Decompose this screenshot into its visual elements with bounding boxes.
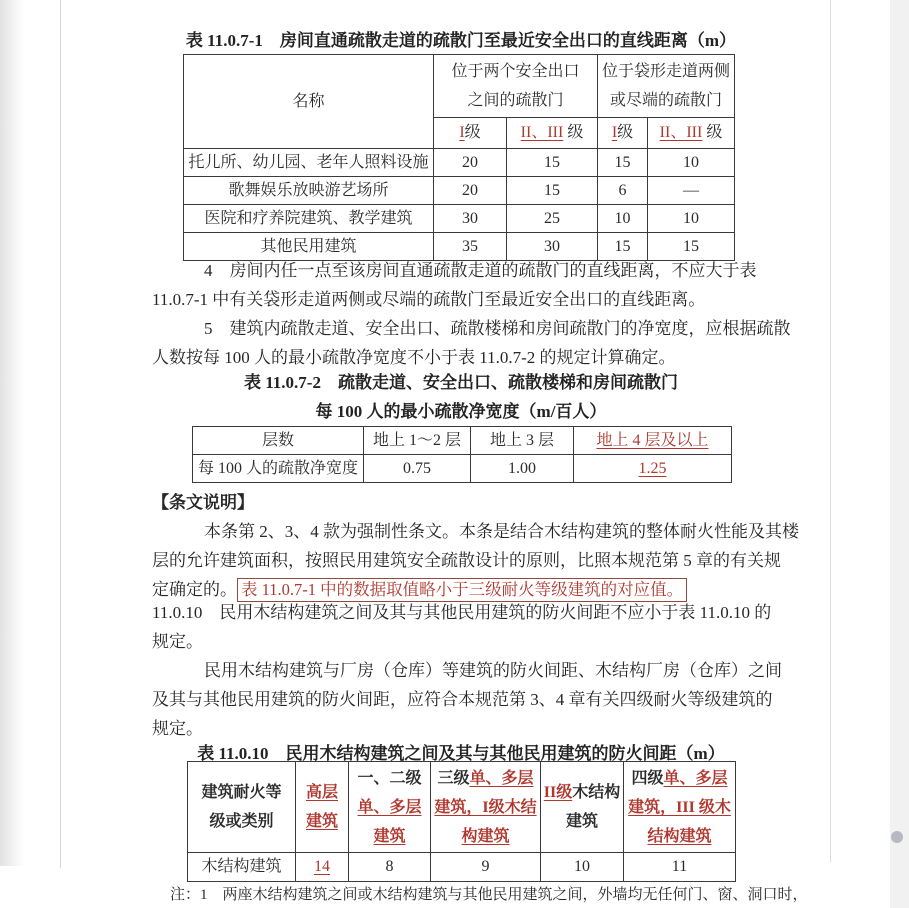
table3-note: 注：1 两座木结构建筑之间或木结构建筑与其他民用建筑之间，外墙均无任何门、窗、洞口时， (170, 887, 808, 903)
t1-header-group2: 位于袋形走道两侧或尽端的疏散门 (598, 55, 735, 118)
t3-r1-v1: 14 (296, 853, 349, 882)
table-row (193, 455, 732, 483)
page-right-border-line (830, 0, 831, 862)
scroll-indicator-dot[interactable] (891, 831, 903, 843)
t3-r1-v2: 8 (349, 853, 431, 882)
t3-h1: 建筑耐火等级或类别 (188, 762, 296, 853)
t2-h4: 地上 4 层及以上 (574, 427, 732, 455)
table-row (184, 177, 735, 205)
t3-r1-v3: 9 (431, 853, 541, 882)
t2-h3: 地上 3 层 (471, 427, 574, 455)
table-row (188, 853, 736, 882)
table1-evac-distance (183, 54, 735, 261)
table2-title-line2: 每 100 人的最小疏散净宽度（m/百人） (315, 402, 607, 421)
sec1010-line2: 规定。 (152, 632, 203, 651)
t1-r4-v3: 15 (598, 233, 648, 261)
t1-subheader-4: II、III 级 (648, 118, 735, 149)
t1-r1-v1: 20 (434, 149, 507, 177)
t1-subheader-1: I级 (434, 118, 507, 149)
table3-title: 表 11.0.10 民用木结构建筑之间及其与其他民用建筑的防火间距（m） (197, 744, 725, 763)
clause4-line1: 4 房间内任一点至该房间直通疏散走道的疏散门的直线距离，不应大于表 (204, 261, 757, 280)
t1-r3-v4: 10 (648, 205, 735, 233)
t3-r1-v4: 10 (541, 853, 624, 882)
table-row (188, 762, 736, 853)
clause4-line2: 11.0.7-1 中有关袋形走道两侧或尽端的疏散门至最近安全出口的直线距离。 (152, 290, 706, 309)
t1-r1-v4: 10 (648, 149, 735, 177)
t1-r2-v2: 15 (507, 177, 598, 205)
commentary-line1: 本条第 2、3、4 款为强制性条文。本条是结合木结构建筑的整体耐火性能及其楼 (204, 522, 799, 541)
sec1010-line3: 民用木结构建筑与厂房（仓库）等建筑的防火间距、木结构厂房（仓库）之间 (204, 661, 782, 680)
t3-h5: II级木结构建筑 (541, 762, 624, 853)
t3-r1-label: 木结构建筑 (188, 853, 296, 882)
t1-r2-name: 歌舞娱乐放映游艺场所 (184, 177, 434, 205)
t3-h3: 一、二级单、多层建筑 (349, 762, 431, 853)
highlighted-red-note: 表 11.0.7-1 中的数据取值略小于三级耐火等级建筑的对应值。 (237, 578, 687, 602)
table2-evac-width (192, 426, 732, 483)
page-left-shadow (0, 0, 24, 866)
commentary-block (152, 488, 799, 604)
sec1010-line1: 11.0.10 民用木结构建筑之间及其与其他民用建筑的防火间距不应小于表 11.0.10 的 (152, 603, 772, 622)
t2-r1-v2: 1.00 (471, 455, 574, 483)
table3-fire-separation (187, 761, 736, 882)
t1-r3-v1: 30 (434, 205, 507, 233)
table1-title: 表 11.0.7-1 房间直通疏散走道的疏散门至最近安全出口的直线距离（m） (185, 31, 737, 50)
t1-header-group1: 位于两个安全出口之间的疏散门 (434, 55, 598, 118)
t2-r1-v3: 1.25 (574, 455, 732, 483)
clause5-line2: 人数按每 100 人的最小疏散净宽度不小于表 11.0.7-2 的规定计算确定。 (152, 348, 676, 367)
t1-r2-v3: 6 (598, 177, 648, 205)
t1-r4-v2: 30 (507, 233, 598, 261)
commentary-line2: 层的允许建筑面积，按照民用建筑安全疏散设计的原则，比照本规范第 5 章的有关规 (152, 551, 781, 570)
table-row (184, 149, 735, 177)
sec1010-number: 11.0.10 (152, 603, 203, 622)
t1-subheader-3: I级 (598, 118, 648, 149)
table-row (184, 205, 735, 233)
t2-h2: 地上 1～2 层 (364, 427, 471, 455)
table-row (193, 427, 732, 455)
t1-r3-name: 医院和疗养院建筑、教学建筑 (184, 205, 434, 233)
t2-r1-label: 每 100 人的疏散净宽度 (193, 455, 364, 483)
right-gutter (890, 0, 909, 908)
t1-subheader-2: II、III 级 (507, 118, 598, 149)
commentary-heading: 【条文说明】 (152, 493, 254, 512)
t1-r2-v4: — (648, 177, 735, 205)
t1-r4-name: 其他民用建筑 (184, 233, 434, 261)
t1-r1-v3: 15 (598, 149, 648, 177)
t3-h2: 高层建筑 (296, 762, 349, 853)
commentary-line3: 定确定的。 表 11.0.7-1 中的数据取值略小于三级耐火等级建筑的对应值。 (152, 575, 792, 604)
t3-h6: 四级单、多层建筑，III 级木结构建筑 (624, 762, 736, 853)
t3-h4: 三级单、多层建筑，I级木结构建筑 (431, 762, 541, 853)
clause-4-5-paragraphs (152, 256, 791, 372)
sec1010-line4: 及其与其他民用建筑的防火间距，应符合本规范第 3、4 章有关四级耐火等级建筑的 (152, 690, 773, 709)
t1-r3-v3: 10 (598, 205, 648, 233)
t1-r1-v2: 15 (507, 149, 598, 177)
t1-r1-name: 托儿所、幼儿园、老年人照料设施 (184, 149, 434, 177)
t1-r3-v2: 25 (507, 205, 598, 233)
clause5-line1: 5 建筑内疏散走道、安全出口、疏散楼梯和房间疏散门的净宽度，应根据疏散 (204, 319, 791, 338)
t1-r4-v4: 15 (648, 233, 735, 261)
sec1010-line5: 规定。 (152, 719, 203, 738)
t1-r4-v1: 35 (434, 233, 507, 261)
page-left-border-line (60, 0, 61, 868)
t3-r1-v5: 11 (624, 853, 736, 882)
table2-title-line1: 表 11.0.7-2 疏散走道、安全出口、疏散楼梯和房间疏散门 (244, 373, 678, 392)
t1-header-name: 名称 (184, 55, 434, 149)
section-11-0-10 (152, 598, 792, 743)
t2-r1-v1: 0.75 (364, 455, 471, 483)
t1-r2-v1: 20 (434, 177, 507, 205)
t2-h1: 层数 (193, 427, 364, 455)
